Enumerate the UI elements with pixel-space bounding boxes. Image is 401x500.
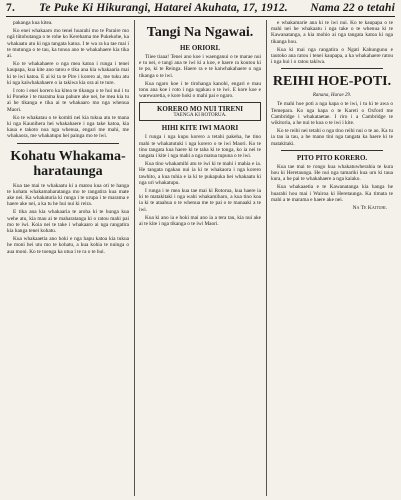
box-title: KORERO MO NUI TIRENI [156, 105, 244, 114]
paragraph: Ko enei whakaaro mo tenei huarahi mo te Paraire mo ngā tūtohutanga o te rohe ko Kerehama me Pukekohe, ka whakaatu atu ki nga tangata katoa. I te wa ra ka tae mai i te mutunga o te tau, ka tonoa ano te whakahaere kia tika ai. [7, 28, 129, 60]
paragraph: Ko te whakatau o te komiti nei kia tukua atu te mana ki nga Kaunihera hei whakahaere i nga take katoa, kia kaua e takoto noa nga whenua, engari me mahi, me whakaora, me whakatupu hei painga mo te iwi. [7, 114, 129, 140]
article-subheading: HE ORIORI. [179, 44, 221, 52]
article-subheading: HIHI KITE IWI MAORI [161, 124, 239, 133]
paragraph: I runga i te mea kua tae mai ki Rotorua, kua haere ia ki te matakitaki i nga wahi whakamiharo, a kua tino koa ia ki te ataahua o te whenua me te pai o te manaaki a te iwi. [139, 188, 261, 213]
article-heading: REIHI HOE-POTI. [272, 74, 392, 90]
paragraph: Te mahi hoe poti a nga kapa o te iwi, i tu ki te awa o Temepara. Ko nga kapa o te Kareti o Oxford me Cambridge i whakataetae. I riro i a Cambridge te wikitoria, a he nui te koa o te iwi i kite. [271, 101, 393, 127]
paragraph: Kua whakaaetia ano hoki e nga hapu katoa kia tukua he moni hei utu mo te kohatu, a kua kohia te nuinga o aua moni. Ko te toenga ka utua i te ra o te hui. [7, 236, 129, 255]
section-box [139, 102, 261, 121]
column-divider [134, 20, 135, 496]
column-divider [266, 20, 267, 496]
paragraph: Ko te whakahaere o nga mea katoa i runga i tenei kaupapa, kua kite ano tatou e tika ana kia whakaaria mai ki te iwi katoa. E ai ki ta te Pire i korero ai, me tuku atu ki nga kaiwhakahaere o ia takiwa kia ora ai te ture. [7, 61, 129, 86]
column-1 [7, 20, 129, 498]
paragraph: Kua ki ano ia e hoki mai ano ia a tera tau, kia nui ake ai te kite i nga tikanga o te iwi Maori. [139, 214, 261, 228]
section-divider [17, 143, 119, 144]
paragraph: Tiiee tiaaa! Tenei ano koe i waenganui o te marae nui e tu nei, e tangi ana te iwi ki a koe, e haere ra koutou ki te po, ki te Reinga. Haere ra e te kaiwhakahaere o nga tikanga o te iwi. [139, 54, 261, 79]
paragraph: Kua whakaaetia e te Kawanatanga kia hanga he huarahi hou mai i Wairoa ki Heretaunga. Ka timata te mahi a te marama e haere ake nei. [271, 184, 393, 203]
paragraph: Kua tino whakamihi atu te iwi ki te mahi i mahia e ia. He tangata ngakau nui ia ki te whakaora i nga korero tawhito, a kua tuhia e ia ki te pukapuka hei whakaatu ki nga uri whakatupu. [139, 161, 261, 186]
issue-number: Nama 22 o tetahi [310, 2, 395, 14]
dateline: Ranana, Hurae 29. [312, 93, 352, 99]
paragraph: Kua tae mai te rongo kua whakatuwherahia te kura hou ki Heretaunga. He nui nga tamariki kua uru ki taua kura, a he pai te whakahaere a nga kaiako. [271, 163, 393, 183]
box-subtitle: TAENGA KI ROTORUA. [173, 113, 227, 119]
section-divider [281, 150, 383, 151]
article-heading: PITO PITO KORERO. [296, 153, 368, 162]
section-divider [281, 68, 383, 69]
signature: Na Te Kaituhi. [352, 205, 387, 212]
paragraph: I roto i enei korero ka kitea te tikanga o te hui nui i tu ki Poneke i te marama kua pahure ake nei, he mea kia tu ai he tikanga e tika ai te whakaaro mo nga whenua Maori. [7, 88, 129, 113]
paragraph: Kua ngaro koe i te tirohanga kanohi, engari e mau tonu ana koe i roto i nga ngakau o te iwi. E kore koe e warewaretia, e kore hoki o mahi pai e ngaro. [139, 80, 261, 100]
article-heading: Tangi Na Ngawai. [146, 25, 254, 40]
masthead [6, 2, 395, 17]
paragraph: Kua ki mai nga rangatira o Ngati Kahungunu e tautoko ana ratou i tenei kaupapa, a ka whakahaere ratou i nga hui i o ratou takiwa. [271, 46, 393, 66]
paragraph: Kua tae mai te whakaatu ki a matou kua oti te hanga te kohatu whakamaharatanga mo te rangatira kua mate ake nei. Ka whakaturia ki runga i te urupa i te marama e haere ake nei, a ka tu he hui nui ki reira. [7, 182, 129, 208]
paragraph: I runga i nga kupu korero a tetahi pakeha, he tino mahi te whakatutuki i nga korero o te iwi Maori. Ko te tino tangata kua haere ki te taha ki te tonga, ko ia nei te tangata i kite i nga mahi a nga matua tupuna o te iwi. [139, 134, 261, 160]
page-number: 7. [6, 2, 16, 14]
article-heading: Kohatu Whakama-harataunga [10, 148, 126, 179]
column-3 [271, 20, 393, 498]
newspaper-title: Te Puke Ki Hikurangi, Hatarei Akuhata, 17, 1912. [39, 2, 288, 14]
paragraph: Ko te reihi nei tetahi o nga tino reihi nui o te ao. Ka tu ia tau ia tau, a he mano tini nga tangata ka haere ki te matakitaki. [271, 128, 393, 147]
paragraph: pakanga kua kitea. [13, 20, 53, 26]
paragraph: E tika ana kia whakaaria te aroha ki te hunga kua wehe atu, kia mau ai te maharatanga ki o ratou mahi pai mo te iwi. Koia nei te take i whakaaro ai nga rangatira kia hanga tenei kohatu. [7, 209, 129, 235]
column-2 [139, 20, 261, 498]
paragraph: e whakamarie ana ki te iwi nui. Ko te kaupapa o te mahi nei he whakaatu i nga take o te whenua ki te Kawanatanga, a kia mohio ai nga tangata katoa ki nga tikanga hou. [271, 20, 393, 45]
